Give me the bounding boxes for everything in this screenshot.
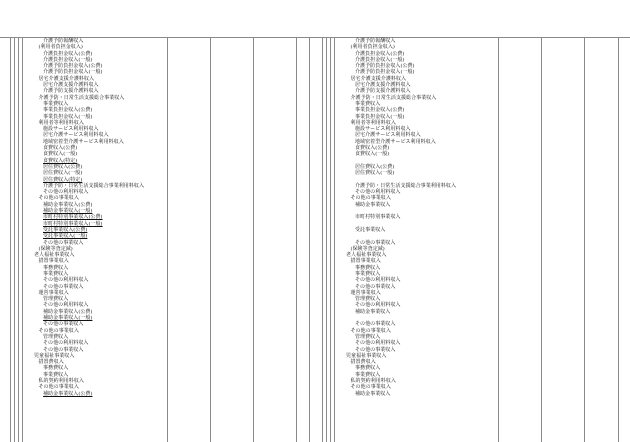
account-item: その他の利用料収入 xyxy=(355,302,401,309)
account-item: 事業費収入 xyxy=(355,100,381,107)
account-item: 補助金事業収入 xyxy=(355,390,391,397)
table-border xyxy=(330,38,331,442)
account-item: 食費収入(特定) xyxy=(43,157,78,164)
account-item: 介護予防負担金収入(一般) xyxy=(355,69,415,76)
account-item: 介護負担金収入(公費) xyxy=(43,50,93,57)
account-item: 事業負担金収入(一般) xyxy=(355,113,405,120)
account-item: 居住費収入(一般) xyxy=(355,170,395,177)
account-item: その他の事業収入 xyxy=(38,384,79,391)
account-item: 管理費収入 xyxy=(43,296,69,303)
account-item: 市町村特別事業収入(公費) xyxy=(43,214,103,221)
account-item: 措置費収入 xyxy=(350,359,376,366)
account-item: その他の事業収入 xyxy=(350,195,391,202)
account-item: 運営事業収入 xyxy=(350,289,381,296)
account-item: 居住費収入(公費) xyxy=(355,163,395,170)
account-item: その他の利用料収入 xyxy=(355,277,401,284)
account-item: 補助金事業収入(一般) xyxy=(43,315,93,322)
account-item: 措置事業収入 xyxy=(350,258,381,265)
account-item: 老人福祉事業収入 xyxy=(346,252,387,259)
account-item: 介護負担金収入(一般) xyxy=(43,56,93,63)
account-item: 事業費収入 xyxy=(355,371,381,378)
account-item: 措置費収入 xyxy=(38,359,64,366)
account-item: (利用者負担金収入) xyxy=(38,44,83,51)
account-item: 居住費収入(公費) xyxy=(43,163,83,170)
account-item: 事業費収入 xyxy=(43,270,69,277)
account-item: 介護予防負担金収入(公費) xyxy=(355,63,415,70)
table-border xyxy=(334,38,335,442)
account-item: 施設サービス利用料収入 xyxy=(355,126,411,133)
account-item: 事務費収入 xyxy=(355,365,381,372)
account-item: 介護予防・日常生活支援総合事業収入 xyxy=(350,94,437,101)
account-item: 居宅介護支援介護料収入 xyxy=(350,75,407,82)
table-border xyxy=(584,38,585,442)
account-item: 児童福祉事業収入 xyxy=(346,352,387,359)
table-border xyxy=(618,38,619,442)
account-item: 私的契約利用料収入 xyxy=(350,378,396,385)
account-item: 食費収入(公費) xyxy=(355,145,390,152)
account-item: その他の事業収入 xyxy=(38,327,79,334)
account-item: 老人福祉事業収入 xyxy=(34,252,75,259)
account-item: 受託事業収入(一般) xyxy=(43,233,88,240)
account-item: 私的契約利用料収入 xyxy=(38,378,84,385)
account-item: 事業費収入 xyxy=(43,100,69,107)
account-item: その他の利用料収入 xyxy=(43,277,89,284)
table-border xyxy=(18,38,19,442)
table-border xyxy=(309,38,310,442)
account-item: 施設サービス利用料収入 xyxy=(43,126,99,133)
account-item: 居宅介護サービス利用料収入 xyxy=(43,132,109,139)
account-item: 居住費収入(一般) xyxy=(43,170,83,177)
account-item: その他の事業収入 xyxy=(355,283,396,290)
account-item: 補助金事業収入 xyxy=(355,201,391,208)
account-item: 措置事業収入 xyxy=(38,258,69,265)
account-item: (利用者負担金収入) xyxy=(350,44,395,51)
account-item: (保険等査定減) xyxy=(38,245,73,252)
account-item: 食費収入(一般) xyxy=(43,151,78,158)
account-item: その他の事業収入 xyxy=(350,384,391,391)
account-item: 補助金事業収入(公費) xyxy=(43,390,93,397)
account-item: その他の利用料収入 xyxy=(43,189,89,196)
account-item: その他の利用料収入 xyxy=(355,189,401,196)
account-item: 食費収入(公費) xyxy=(43,145,78,152)
account-item: 事業費収入 xyxy=(43,371,69,378)
account-item: 事務費収入 xyxy=(43,365,69,372)
account-item: 介護予防・日常生活支援総合事業利用料収入 xyxy=(43,182,145,189)
table-border xyxy=(541,38,542,442)
account-item: 補助金事業収入(一般) xyxy=(43,208,93,215)
account-item: その他の事業収入 xyxy=(43,346,84,353)
account-item: 介護予防支援介護料収入 xyxy=(43,88,99,95)
account-item: 介護予防負担金収入(公費) xyxy=(43,63,103,70)
table-border xyxy=(498,38,499,442)
account-item: 市町村特別事業収入 xyxy=(355,214,401,221)
account-item: その他の事業収入 xyxy=(355,239,396,246)
account-item: 介護予防・日常生活支援総合事業利用料収入 xyxy=(355,182,457,189)
account-item: その他の事業収入 xyxy=(355,346,396,353)
account-item: 補助金事業収入(公費) xyxy=(43,201,93,208)
account-item: 介護予防報酬収入 xyxy=(355,38,396,44)
account-item: その他の事業収入 xyxy=(350,327,391,334)
account-item: 事務費収入 xyxy=(355,264,381,271)
table-border xyxy=(296,38,297,442)
account-item: 居宅介護支援介護料収入 xyxy=(38,75,95,82)
account-item: 管理費収入 xyxy=(355,333,381,340)
account-item: 利用者等利用料収入 xyxy=(350,119,396,126)
table-border xyxy=(210,38,211,442)
account-item: その他の事業収入 xyxy=(43,239,84,246)
table-border xyxy=(253,38,254,442)
account-item: 受託事業収入(公費) xyxy=(43,226,88,233)
account-item: その他の利用料収入 xyxy=(355,340,401,347)
account-item: 管理費収入 xyxy=(355,296,381,303)
account-item: 事業負担金収入(公費) xyxy=(43,107,93,114)
account-item: その他の事業収入 xyxy=(43,283,84,290)
account-item: 居宅介護支援介護料収入 xyxy=(355,82,411,89)
account-item: 介護予防負担金収入(一般) xyxy=(43,69,103,76)
account-item: 運営事業収入 xyxy=(38,289,69,296)
account-item: 事業費収入 xyxy=(355,270,381,277)
account-item: 地域密着型介護サービス利用料収入 xyxy=(355,138,436,145)
account-item: 管理費収入 xyxy=(43,333,69,340)
account-item: 市町村特別事業収入(一般) xyxy=(43,220,103,227)
table-border xyxy=(14,38,15,442)
account-item: 利用者等利用料収入 xyxy=(38,119,84,126)
account-item: 児童福祉事業収入 xyxy=(34,352,75,359)
account-item: 居宅介護サービス利用料収入 xyxy=(355,132,421,139)
account-item: 介護予防支援介護料収入 xyxy=(355,88,411,95)
account-item: 食費収入(一般) xyxy=(355,151,390,158)
left-account-list xyxy=(34,38,144,397)
account-item: (保険等査定減) xyxy=(350,245,385,252)
account-item: 事業負担金収入(一般) xyxy=(43,113,93,120)
account-item: その他の事業収入 xyxy=(43,321,84,328)
account-item: 事務費収入 xyxy=(43,264,69,271)
account-item: 居宅介護支援介護料収入 xyxy=(43,82,99,89)
account-item: 事業負担金収入(公費) xyxy=(355,107,405,114)
account-item: 地域密着型介護サービス利用料収入 xyxy=(43,138,124,145)
table-border xyxy=(326,38,327,442)
account-item: 介護負担金収入(一般) xyxy=(355,56,405,63)
table-border xyxy=(10,38,11,442)
right-account-list xyxy=(346,38,456,397)
account-item: 居住費収入(特定) xyxy=(43,176,83,183)
account-item: その他の利用料収入 xyxy=(43,340,89,347)
account-item: 介護予防・日常生活支援総合事業収入 xyxy=(38,94,125,101)
account-item: 補助金事業収入(公費) xyxy=(43,308,93,315)
account-item: その他の事業収入 xyxy=(38,195,79,202)
account-item: 介護負担金収入(公費) xyxy=(355,50,405,57)
table-border xyxy=(22,38,23,442)
account-item: 補助金事業収入 xyxy=(355,308,391,315)
account-item: その他の事業収入 xyxy=(355,321,396,328)
account-item: 介護予防報酬収入 xyxy=(43,38,84,44)
table-border xyxy=(322,38,323,442)
account-item: その他の利用料収入 xyxy=(43,302,89,309)
account-item: 受託事業収入 xyxy=(355,226,386,233)
table-border xyxy=(167,38,168,442)
